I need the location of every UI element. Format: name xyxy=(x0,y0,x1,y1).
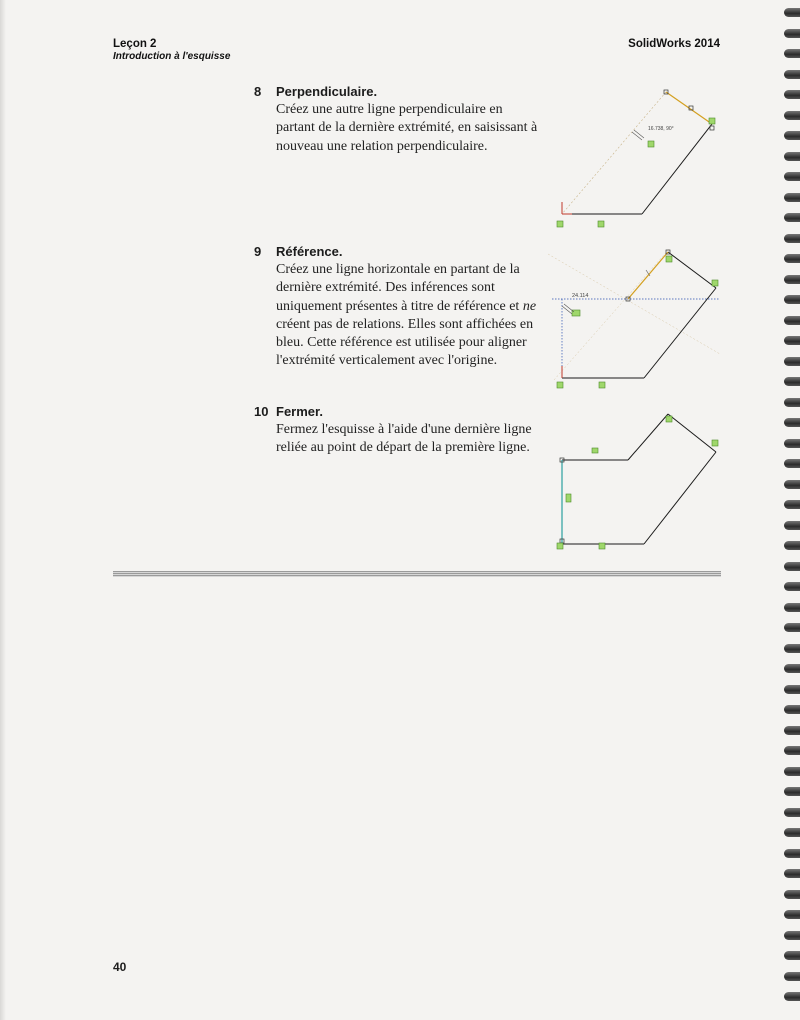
binding-ring xyxy=(784,603,800,612)
dimension-readout: 16.738, 90° xyxy=(648,126,674,132)
binding-ring xyxy=(784,767,800,776)
binding-ring xyxy=(784,418,800,427)
coincident-relation-icon xyxy=(557,382,563,388)
binding-ring xyxy=(784,90,800,99)
step-body-text: créent pas de relations. Elles sont affichées en bleu. Cette référence est utilisée pour aligner l'extrémité verticalement avec l'origine. xyxy=(276,316,534,369)
step-body-text: Créez une ligne horizontale en partant de la dernière extrémité. Des inférences sont uniquement présentes à titre de référence et xyxy=(276,262,523,314)
binding-ring xyxy=(784,29,800,38)
binding-ring xyxy=(784,439,800,448)
step-body-emphasis: ne xyxy=(522,298,537,314)
binding-ring xyxy=(784,459,800,468)
perpendicular-relation-icon xyxy=(712,280,718,286)
binding-ring xyxy=(784,172,800,181)
binding-ring xyxy=(784,49,800,58)
perpendicular-relation-icon xyxy=(666,256,672,262)
binding-ring xyxy=(784,521,800,530)
binding-ring xyxy=(784,705,800,714)
step-title: Fermer. xyxy=(276,404,323,419)
binding-ring xyxy=(784,828,800,837)
binding-ring xyxy=(784,787,800,796)
binding-ring xyxy=(784,992,800,1001)
dimension-readout: 24.114 xyxy=(572,293,589,299)
binding-ring xyxy=(784,951,800,960)
binding-ring xyxy=(784,890,800,899)
binding-ring xyxy=(784,316,800,325)
perpendicular-relation-icon xyxy=(709,118,715,124)
inference-line xyxy=(554,248,670,380)
page-number: 40 xyxy=(113,960,127,974)
binding-ring xyxy=(784,275,800,284)
binding-ring xyxy=(784,480,800,489)
binding-ring xyxy=(784,377,800,386)
active-sketch-line xyxy=(628,252,668,299)
binding-ring xyxy=(784,357,800,366)
vertical-relation-icon xyxy=(566,494,571,502)
horizontal-relation-icon xyxy=(598,221,604,227)
binding-ring xyxy=(784,623,800,632)
binding-ring xyxy=(784,931,800,940)
binding-ring xyxy=(784,849,800,858)
step-number: 10 xyxy=(254,404,269,419)
section-divider xyxy=(113,571,721,577)
sketch-figure-closed xyxy=(548,404,728,554)
sketch-line xyxy=(668,414,716,452)
binding-ring xyxy=(784,234,800,243)
binding-ring xyxy=(784,295,800,304)
horizontal-relation-icon xyxy=(599,382,605,388)
coincident-relation-icon xyxy=(557,543,563,549)
step-title: Perpendiculaire. xyxy=(276,84,378,99)
sketch-figure-reference xyxy=(548,244,728,394)
binding-ring xyxy=(784,541,800,550)
binding-ring xyxy=(784,582,800,591)
binding-ring xyxy=(784,972,800,981)
binding-ring xyxy=(784,746,800,755)
binding-ring xyxy=(784,8,800,17)
binding-ring xyxy=(784,152,800,161)
perpendicular-relation-icon xyxy=(712,440,718,446)
horizontal-relation-icon xyxy=(599,543,605,549)
step-number: 9 xyxy=(254,244,262,259)
product-label: SolidWorks 2014 xyxy=(628,38,720,50)
binding-ring xyxy=(784,500,800,509)
step-body: Créez une autre ligne perpendiculaire en partant de la dernière extrémité, en saisissant à nouveau une relation perpendiculaire. xyxy=(276,102,538,154)
step-number: 8 xyxy=(254,84,262,99)
binding-ring xyxy=(784,808,800,817)
step-title: Référence. xyxy=(276,244,343,259)
step-body: Fermez l'esquisse à l'aide d'une dernière ligne reliée au point de départ de la première ligne. xyxy=(276,422,532,456)
coincident-relation-icon xyxy=(557,221,563,227)
lesson-label: Leçon 2 xyxy=(113,38,157,50)
binding-ring xyxy=(784,685,800,694)
binding-ring xyxy=(784,193,800,202)
binding-ring xyxy=(784,398,800,407)
lesson-subtitle: Introduction à l'esquisse xyxy=(113,51,231,62)
binding-ring xyxy=(784,726,800,735)
binding-ring xyxy=(784,254,800,263)
page-edge xyxy=(0,0,6,1020)
binding-ring xyxy=(784,869,800,878)
running-header-left xyxy=(113,38,230,63)
sketch-line xyxy=(668,252,716,288)
binding-ring xyxy=(784,336,800,345)
inference-line xyxy=(562,92,666,214)
sketch-figure-perpendicular xyxy=(548,84,728,234)
inference-line xyxy=(548,254,720,354)
horizontal-relation-icon xyxy=(572,310,580,316)
binding-ring xyxy=(784,111,800,120)
relation-icon xyxy=(648,141,654,147)
binding-ring xyxy=(784,562,800,571)
sketch-line xyxy=(644,288,716,378)
binding-ring xyxy=(784,664,800,673)
binding-ring xyxy=(784,644,800,653)
horizontal-relation-icon xyxy=(592,448,598,453)
perpendicular-relation-icon xyxy=(666,416,672,422)
binding-ring xyxy=(784,70,800,79)
sketch-line xyxy=(642,124,712,214)
spiral-binding xyxy=(778,0,800,1020)
pencil-cursor-icon xyxy=(632,130,644,140)
binding-ring xyxy=(784,910,800,919)
step-body xyxy=(276,261,540,371)
sketch-line xyxy=(628,414,668,460)
binding-ring xyxy=(784,131,800,140)
binding-ring xyxy=(784,213,800,222)
sketch-line xyxy=(644,452,716,544)
